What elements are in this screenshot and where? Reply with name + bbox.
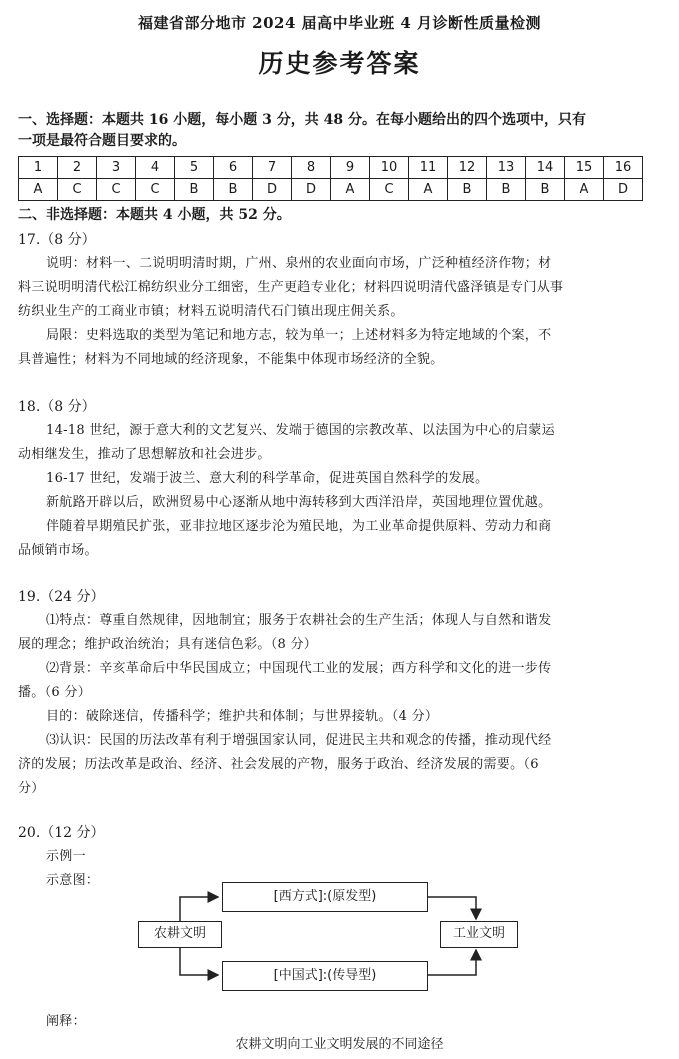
part1-heading-line1: 一、选择题：本题共 16 小题，每小题 3 分，共 48 分。在每小题给出的四个选项中，只有 (18, 112, 586, 128)
q19-line: 济的发展；历法改革是政治、经济、社会发展的产物，服务于政治、经济发展的需要。（6 (18, 757, 539, 772)
q17-line: 说明：材料一、二说明明清时期，广州、泉州的农业面向市场，广泛种植经济作物；材 (46, 256, 552, 271)
q19-heading: 19.（24 分） (18, 589, 105, 605)
q19-line: 目的：破除迷信，传播科学；维护共和体制；与世界接轨。（4 分） (46, 709, 439, 724)
q20-example-label: 示例一 (46, 849, 86, 864)
q19-line: ⑵背景：辛亥革命后中华民国成立；中国现代工业的发展；西方科学和文化的进一步传 (46, 661, 552, 676)
answer-cell: C (58, 179, 97, 201)
answer-cell: A (331, 179, 370, 201)
question-number: 2 (58, 157, 97, 179)
exam-title: 福建省部分地市 2024 届高中毕业班 4 月诊断性质量检测 (137, 14, 542, 32)
answer-cell: D (253, 179, 292, 201)
question-number: 9 (331, 157, 370, 179)
part2-heading: 二、非选择题：本题共 4 小题，共 52 分。 (18, 207, 291, 223)
question-number: 16 (604, 157, 643, 179)
question-number: 7 (253, 157, 292, 179)
answer-cell: A (409, 179, 448, 201)
diagram-node-chinese-path: [中国式]:(传导型) (222, 961, 428, 991)
q20-diagram-label: 示意图： (46, 873, 100, 888)
answer-key-title: 历史参考答案 (258, 49, 421, 78)
question-number: 4 (136, 157, 175, 179)
q18-line: 16-17 世纪，发端于波兰、意大利的科学革命，促进英国自然科学的发展。 (46, 471, 489, 486)
q18-line: 品倾销市场。 (18, 543, 98, 558)
question-number: 6 (214, 157, 253, 179)
answer-cell: D (292, 179, 331, 201)
question-number: 3 (97, 157, 136, 179)
q19-line: ⑴特点：尊重自然规律，因地制宜；服务于农耕社会的生产生活；体现人与自然和谐发 (46, 613, 552, 628)
question-number: 11 (409, 157, 448, 179)
q19-line: 播。（6 分） (18, 685, 92, 700)
q19-line: ⑶认识：民国的历法改革有利于增强国家认同，促进民主共和观念的传播，推动现代经 (46, 733, 552, 748)
question-number: 5 (175, 157, 214, 179)
q17-heading: 17.（8 分） (18, 232, 96, 248)
q17-line: 局限：史料选取的类型为笔记和地方志，较为单一；上述材料多为特定地域的个案，不 (46, 328, 552, 343)
q17-line: 纺织业生产的工商业市镇；材料五说明清代石门镇出现庄佣关系。 (18, 304, 404, 319)
q19-line: 展的理念；维护政治统治；具有迷信色彩。（8 分） (18, 637, 318, 652)
answer-cell: B (448, 179, 487, 201)
answer-cell: A (565, 179, 604, 201)
question-number: 1 (19, 157, 58, 179)
q17-line: 料三说明明清代松江棉纺织业分工细密，生产更趋专业化；材料四说明清代盛泽镇是专门从事 (18, 280, 564, 295)
q18-line: 动相继发生，推动了思想解放和社会进步。 (18, 447, 271, 462)
question-number: 10 (370, 157, 409, 179)
answer-cell: B (214, 179, 253, 201)
part1-heading-line2: 一项是最符合题目要求的。 (18, 133, 186, 149)
question-number: 12 (448, 157, 487, 179)
answer-cell: C (136, 179, 175, 201)
q17-line: 具普遍性；材料为不同地域的经济现象，不能集中体现市场经济的全貌。 (18, 352, 444, 367)
answer-cell: B (487, 179, 526, 201)
question-number: 14 (526, 157, 565, 179)
question-number: 8 (292, 157, 331, 179)
question-number: 15 (565, 157, 604, 179)
q18-line: 伴随着早期殖民扩张，亚非拉地区逐步沦为殖民地，为工业革命提供原料、劳动力和商 (46, 519, 552, 534)
diagram-caption: 农耕文明向工业文明发展的不同途径 (235, 1037, 444, 1052)
answer-cell: B (526, 179, 565, 201)
answer-cell: B (175, 179, 214, 201)
q20-explain-label: 阐释： (46, 1014, 86, 1029)
diagram-node-western-path: [西方式]:(原发型) (222, 882, 428, 912)
q20-heading: 20.（12 分） (18, 825, 105, 841)
q19-line: 分） (18, 781, 45, 796)
q18-line: 14-18 世纪，源于意大利的文艺复兴、发端于德国的宗教改革、以法国为中心的启蒙运 (46, 423, 555, 438)
answer-cell: C (370, 179, 409, 201)
diagram-node-agricultural-civilization: 农耕文明 (138, 921, 222, 948)
q18-line: 新航路开辟以后，欧洲贸易中心逐渐从地中海转移到大西洋沿岸，英国地理位置优越。 (46, 495, 552, 510)
answer-cell: C (97, 179, 136, 201)
question-number: 13 (487, 157, 526, 179)
q18-heading: 18.（8 分） (18, 399, 96, 415)
answer-cell: A (19, 179, 58, 201)
answer-cell: D (604, 179, 643, 201)
diagram-node-industrial-civilization: 工业文明 (440, 921, 518, 948)
